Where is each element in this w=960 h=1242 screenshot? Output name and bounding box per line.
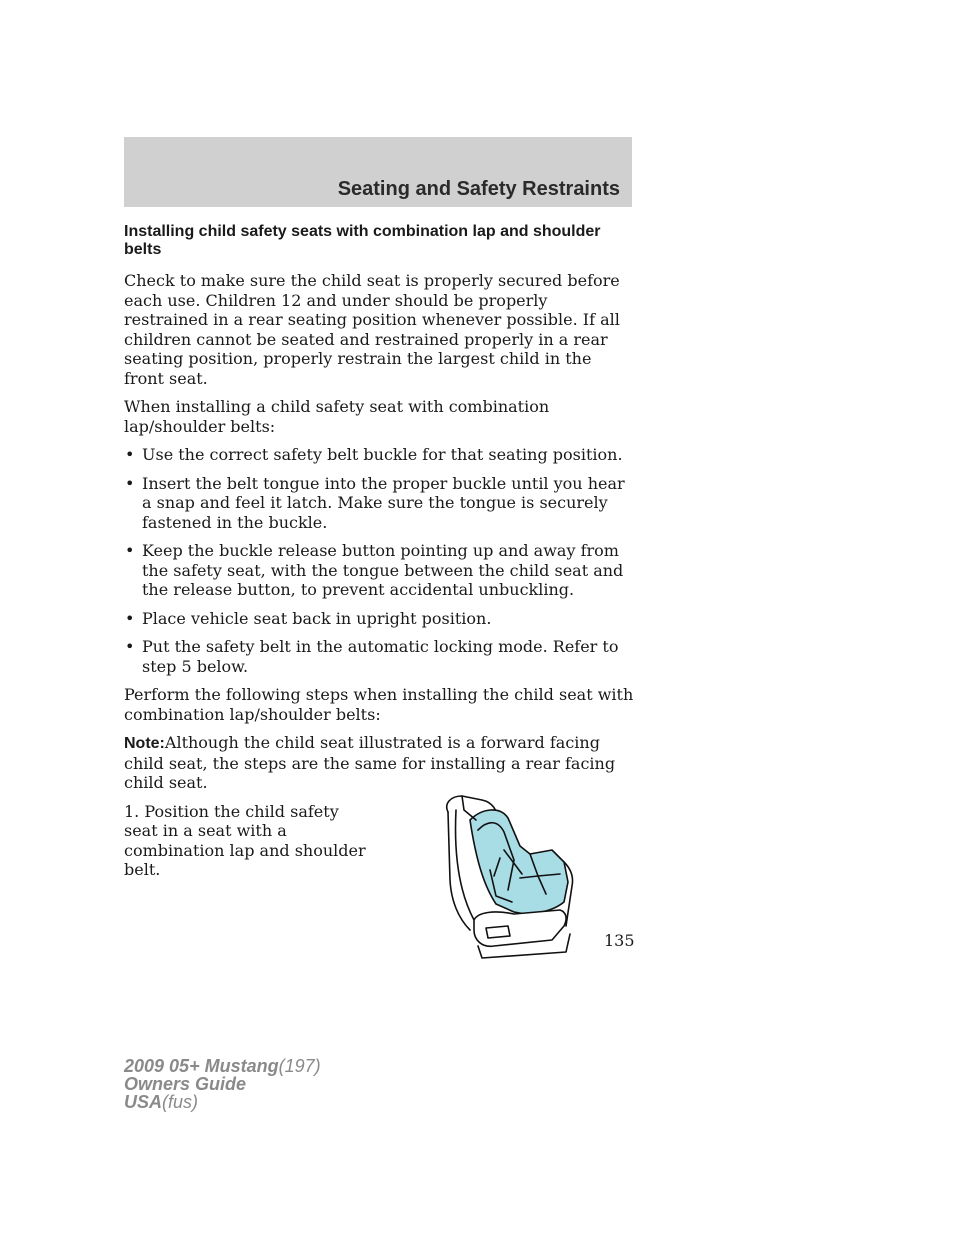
child-seat-in-vehicle-seat-icon [434, 790, 584, 970]
list-item [124, 637, 634, 676]
note-paragraph [124, 733, 634, 793]
bullet-icon: • [125, 541, 135, 560]
list-item-text: Insert the belt tongue into the proper buckle until you hear a snap and feel it latch. Make sure the tongue is securely fastened in the buckle. [142, 473, 625, 532]
step-1 [124, 802, 634, 992]
footer-line-1 [124, 1057, 321, 1075]
intro-paragraph: Check to make sure the child seat is properly secured before each use. Children 12 and under should be properly restrained in a rear seating position whenever possible. If all children cannot be seated and restrained properly in a rear seating position, properly restrain the largest child in the front seat. [124, 271, 620, 388]
footer [124, 1057, 321, 1111]
page-number: 135 [604, 931, 635, 950]
chapter-title: Seating and Safety Restraints [337, 178, 620, 200]
note-label: Note: [124, 735, 165, 752]
steps-intro-paragraph: Perform the following steps when installing the child seat with combination lap/shoulder belts: [124, 685, 634, 724]
list-item-text: Use the correct safety belt buckle for that seating position. [142, 445, 623, 464]
bullet-list [124, 445, 634, 676]
note-text: Although the child seat illustrated is a forward facing child seat, the steps are the same for installing a rear facing child seat. [124, 733, 616, 792]
footer-model-code: (197) [278, 1056, 321, 1076]
footer-model: 2009 05+ Mustang [124, 1056, 279, 1076]
bullet-icon: • [125, 445, 135, 464]
footer-market: USA [124, 1092, 163, 1112]
list-item-text: Place vehicle seat back in upright position. [142, 608, 492, 628]
section-heading: Installing child safety seats with combination lap and shoulder belts [124, 223, 601, 258]
header-band [124, 137, 632, 207]
bullet-icon: • [125, 637, 135, 656]
list-item [124, 445, 634, 465]
list-item [124, 541, 634, 600]
bullet-icon: • [125, 608, 135, 628]
list-item-text: Put the safety belt in the automatic locking mode. Refer to step 5 below. [142, 637, 619, 676]
page-content [124, 223, 634, 992]
footer-line-2: Owners Guide [124, 1074, 247, 1094]
step-1-text: 1. Position the child safety seat in a seat with a combination lap and shoulder belt. [124, 801, 366, 879]
list-item-text: Keep the buckle release button pointing up and away from the safety seat, with the tongue between the child seat and the release button, to prevent accidental unbuckling. [142, 541, 624, 599]
lead-in-paragraph: When installing a child safety seat with combination lap/shoulder belts: [124, 397, 550, 436]
footer-line-3 [124, 1093, 321, 1111]
list-item [124, 609, 634, 629]
bullet-icon: • [125, 473, 135, 493]
list-item [124, 474, 634, 533]
footer-market-code: (fus) [162, 1092, 199, 1112]
